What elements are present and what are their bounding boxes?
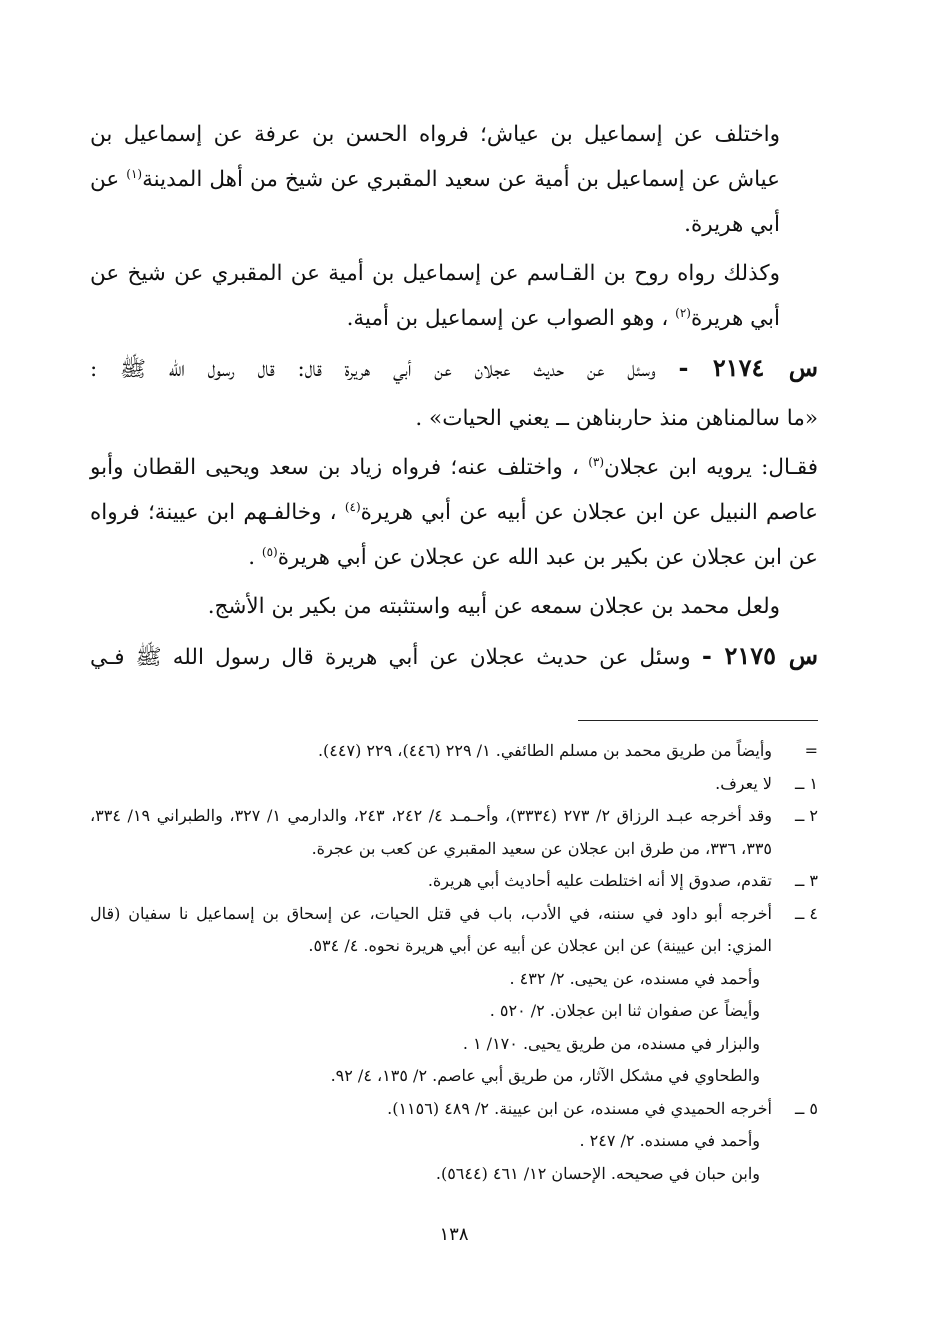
footnote-marker: ٥ ــ: [794, 1098, 818, 1118]
footnote-marker: ١ ــ: [794, 773, 818, 793]
footnote-4: ٤ ــ أخرجه أبو داود في سننه، في الأدب، باب في قتل الحيات، عن إسحاق بن إسماعيل نا سفيان (قال المزي: ابن عيينة) عن ابن عجلان عن أبيه عن أبي هريرة نحوه. ٤/ ٥٣٤.: [90, 898, 818, 963]
footnote-4-line: والطحاوي في مشكل الآثار، من طريق أبي عاصم. ٢/ ١٣٥، ٤/ ٩٢.: [330, 1066, 760, 1085]
footnote-marker: ٤ ــ: [794, 903, 818, 923]
footnote-marker: =: [804, 741, 818, 760]
footnote-5: ٥ ــ أخرجه الحميدي في مسنده، عن ابن عيينة. ٢/ ٤٨٩ (١١٥٦).: [90, 1093, 818, 1126]
footnote-ref-1[interactable]: (١): [126, 166, 143, 181]
footnote-3: ٣ ــ تقدم، صدوق إلا أنه اختلطت عليه أحاديث أبي هريرة.: [90, 865, 818, 898]
footnotes: [90, 735, 818, 1190]
footnote-ref-3[interactable]: (٣): [588, 454, 605, 469]
footnote-4-line: وأحمد في مسنده، عن يحيى. ٢/ ٤٣٢ .: [509, 968, 760, 988]
footnote-marker: ٢ ــ: [794, 806, 818, 825]
question-2174: س ٢١٧٤ - وسئل عن حديث عجلان عن أبي هريرة قال: قال رسول الله ﷺ :: [90, 353, 818, 382]
question-number: س ٢١٧٤ -: [678, 353, 818, 382]
answer-lead: فقـال:: [761, 455, 818, 480]
main-text: [90, 112, 818, 680]
footnote-4-line: وأيضاً عن صفوان ثنا ابن عجلان. ٢/ ٥٢٠ .: [489, 1001, 760, 1020]
question-number: س ٢١٧٥ -: [701, 641, 818, 670]
footnote-5-line: وابن حبان في صحيحه. الإحسان ١٢/ ٤٦١ (٥٦٤٤).: [435, 1163, 760, 1183]
paragraph-3: ولعل محمد بن عجلان سمعه عن أبيه واستثبته من بكير بن الأشج.: [207, 594, 780, 619]
footnote-4-line: والبزار في مسنده، من طريق يحيى. ١٧٠/ ١ .: [462, 1033, 760, 1053]
answer-paragraph: فقـال: يرويه ابن عجلان$^{(٣)}$ ، واختلف عنه؛ فرواه زياد بن سعد ويحيى القطان وأبو عاصم النبيل عن ابن عجلان عن أبيه عن أبي هريرة$^{(٤)}$ ، وخالفـهم ابن عيينة؛ فرواه عن ابن عجلان عن بكير بن عبد الله عن عجلان عن أبي هريرة$^{(٥)}$ .: [90, 454, 818, 570]
footnote-ref-5[interactable]: (٥): [261, 544, 278, 559]
book-page: [90, 112, 818, 1312]
footnote-1: ١ ــ لا يعرف.: [90, 768, 818, 801]
footnote-continued: = وأيضاً من طريق محمد بن مسلم الطائفي. ١/ ٢٢٩ (٤٤٦)، ٢٢٩ (٤٤٧).: [90, 735, 818, 768]
footnote-5-line: وأحمد في مسنده. ٢/ ٢٤٧ .: [579, 1131, 760, 1150]
footnote-ref-2[interactable]: (٢): [675, 305, 691, 320]
footnote-2: ٢ ــ وقد أخرجه عبـد الرزاق ٢/ ٢٧٣ (٣٣٣٤)، وأحـمـد ٤/ ٢٤٢، ٢٤٣، والدارمي ١/ ٣٢٧، والطبراني ١٩/ ٣٣٤، ٣٣٥، ٣٣٦، من طرق ابن عجلان عن سعيد المقبري عن كعب بن عجرة.: [90, 800, 818, 865]
footnote-divider: [578, 720, 818, 721]
page-number: ١٣٨: [439, 1224, 469, 1245]
footnote-ref-4[interactable]: (٤): [344, 499, 361, 514]
paragraph-2: وكذلك رواه روح بن القـاسم عن إسماعيل بن أمية عن المقبري عن شيخ عن أبي هريرة$^{(٢)}$ ، وهو الصواب عن إسماعيل بن أمية.: [90, 261, 780, 331]
question-2175: س ٢١٧٥ - وسئل عن حديث عجلان عن أبي هريرة قال رسول الله ﷺ فـي: [90, 641, 818, 670]
paragraph-1: واختلف عن إسماعيل بن عياش؛ فرواه الحسن بن عرفة عن إسماعيل بن عياش عن إسماعيل بن أمية عن سعيد المقبري عن شيخ من أهل المدينة$^{(١)}$ عن أبي هريرة.: [90, 122, 780, 237]
footnote-marker: ٣ ــ: [794, 871, 818, 890]
hadith-quote: «ما سالمناهن منذ حاربناهن ــ يعني الحيات» .: [415, 406, 818, 431]
